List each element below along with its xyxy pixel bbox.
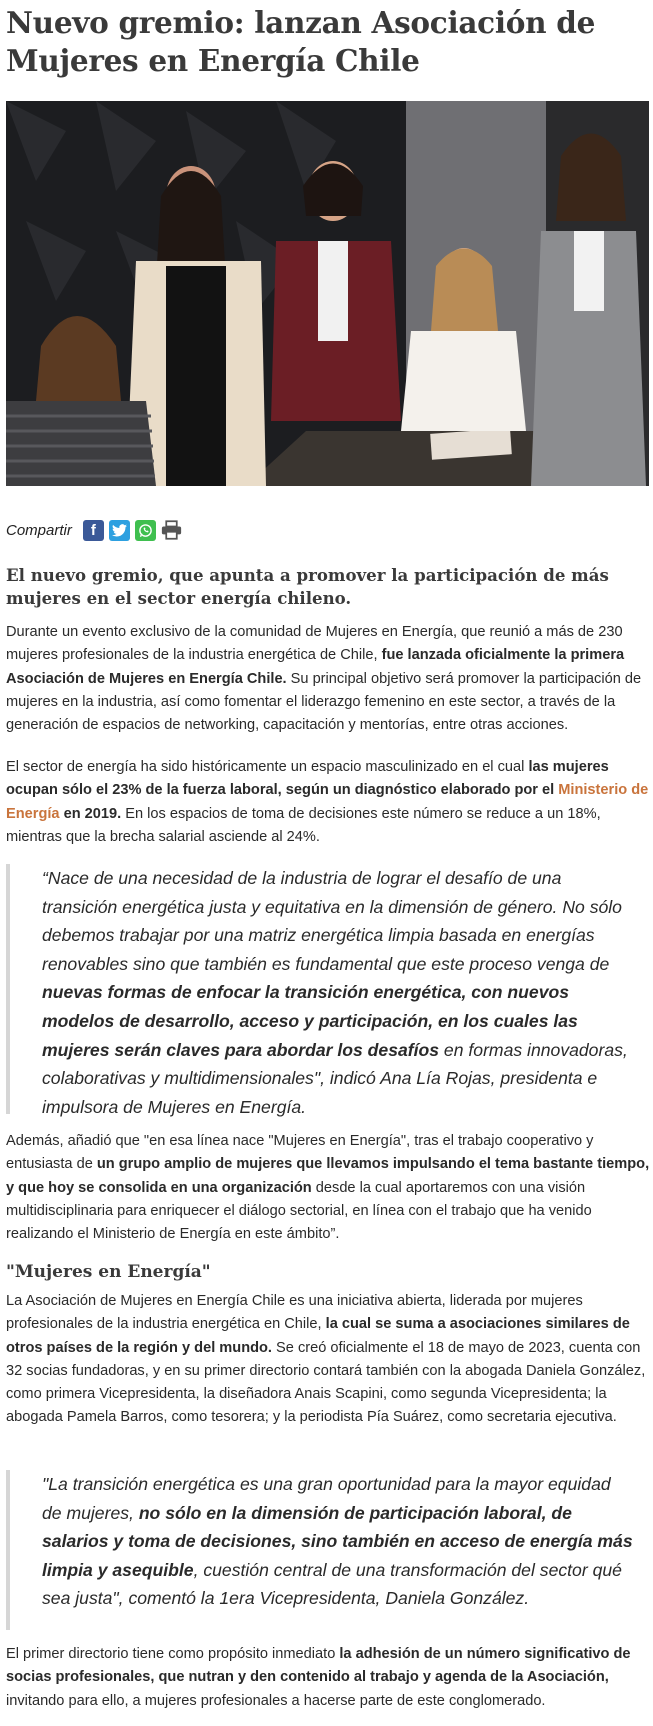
emphasis-text: nuevas formas de enfocar la transición energética, con nuevos modelos de desarrollo, acceso y participación, en los cuales las mujeres serán claves para abordar los desafíos (42, 982, 578, 1060)
blockquote-1 (6, 864, 634, 1117)
facebook-icon[interactable]: f (83, 520, 104, 541)
paragraph-4 (6, 1290, 650, 1430)
body-text: Además, añadió que "en esa línea nace "Mujeres en Energía", tras el trabajo cooperativo y entusiasta de (6, 1133, 594, 1173)
emphasis-text: no sólo en la dimensión de participación laboral, de salarios y toma de decisiones, sino también en acceso de energía más limpia y asequible (42, 1502, 633, 1580)
share-bar (6, 518, 182, 542)
article-photo (6, 101, 649, 486)
emphasis-text: la cual se suma a asociaciones similares de otros países de la región y del mundo. (6, 1316, 630, 1356)
whatsapp-icon[interactable] (135, 520, 156, 541)
body-text: "La transición energética es una gran oportunidad para la mayor equidad de mujeres, (42, 1474, 611, 1523)
body-text: “Nace de una necesidad de la industria de lograr el desafío de una transición energética justa y equitativa en la dimensión de género. No sólo debemos trabajar por una matriz energética limpia basada en energías renovables sino que también es fundamental que este proceso venga de (42, 868, 622, 974)
body-text: Durante un evento exclusivo de la comunidad de Mujeres en Energía, que reunió a más de 230 mujeres profesionales de la industria energética de Chile, (6, 624, 623, 664)
twitter-icon[interactable] (109, 520, 130, 541)
share-label: Compartir (6, 521, 72, 539)
article-title (6, 4, 646, 80)
section-subheading: "Mujeres en Energía" (6, 1262, 211, 1282)
body-text: El primer directorio tiene como propósito inmediato (6, 1646, 336, 1662)
body-text: invitando para ello, a mujeres profesionales a hacerse parte de este conglomerado. (6, 1692, 546, 1709)
group-photo-illustration (6, 101, 649, 486)
paragraph-2 (6, 756, 650, 849)
print-icon[interactable] (161, 520, 182, 541)
emphasis-text: las mujeres ocupan sólo el 23% de la fuerza laboral, según un diagnóstico elaborado por el (6, 759, 609, 799)
title-line-2: Mujeres en Energía Chile (6, 43, 420, 78)
ministerio-link[interactable]: Ministerio de Energía (6, 782, 649, 822)
body-text: desde la cual aportaremos con una visión multidisciplinaria para enriquecer el diálogo sectorial, en línea con el trabajo que ha venido realizando el Ministerio de Energía en este ámbito”. (6, 1179, 592, 1243)
emphasis-text: la adhesión de un número significativo de socias profesionales, que nutran y den contenido al trabajo y agenda de la Asociación, (6, 1646, 631, 1686)
paragraph-3 (6, 1130, 650, 1246)
emphasis-text: un grupo amplio de mujeres que llevamos impulsando el tema bastante tiempo, y que hoy se consolida en una organización (6, 1156, 650, 1196)
quote-2-text (42, 1470, 634, 1613)
body-text: , cuestión central de una transformación del sector qué sea justa", comentó la 1era Vicepresidenta, Daniela González. (42, 1559, 622, 1609)
title-line-1: Nuevo gremio: lanzan Asociación de (6, 5, 596, 40)
paragraph-1 (6, 621, 650, 737)
body-text: El sector de energía ha sido históricamente un espacio masculinizado en el cual (6, 759, 529, 775)
body-text: Su principal objetivo será promover la participación de mujeres en la industria, así como fomentar el liderazgo femenino en este sector, a través de la generación de espacios de networking, capacitación y mentorías, entre otras acciones. (6, 670, 642, 734)
body-text: La Asociación de Mujeres en Energía Chile es una iniciativa abierta, liderada por mujeres profesionales de la industria energética en Chile, (6, 1293, 583, 1333)
quote-1-text (42, 864, 634, 1121)
blockquote-2 (6, 1470, 634, 1630)
body-text: En los espacios de toma de decisiones este número se reduce a un 18%, mientras que la brecha salarial asciende al 24%. (6, 805, 601, 845)
body-text: en formas innovadoras, colaborativas y multidimensionales", indicó Ana Lía Rojas, presidenta e impulsora de Mujeres en Energía. (42, 1039, 628, 1117)
emphasis-text: fue lanzada oficialmente la primera Asociación de Mujeres en Energía Chile. (6, 647, 625, 687)
paragraph-5 (6, 1643, 650, 1713)
article-lead: El nuevo gremio, que apunta a promover la participación de más mujeres en el sector energía chileno. (6, 565, 609, 608)
emphasis-text: en 2019. (59, 805, 122, 822)
body-text: Se creó oficialmente el 18 de mayo de 2023, cuenta con 32 socias fundadoras, y en su primer directorio contará también con la abogada Daniela González, como primera Vicepresidenta, la diseñadora Anais Scapini, como segunda Vicepresidenta; la abogada Pamela Barros, como tesorera; y la periodista Pía Suárez, como secretaria ejecutiva. (6, 1339, 646, 1426)
